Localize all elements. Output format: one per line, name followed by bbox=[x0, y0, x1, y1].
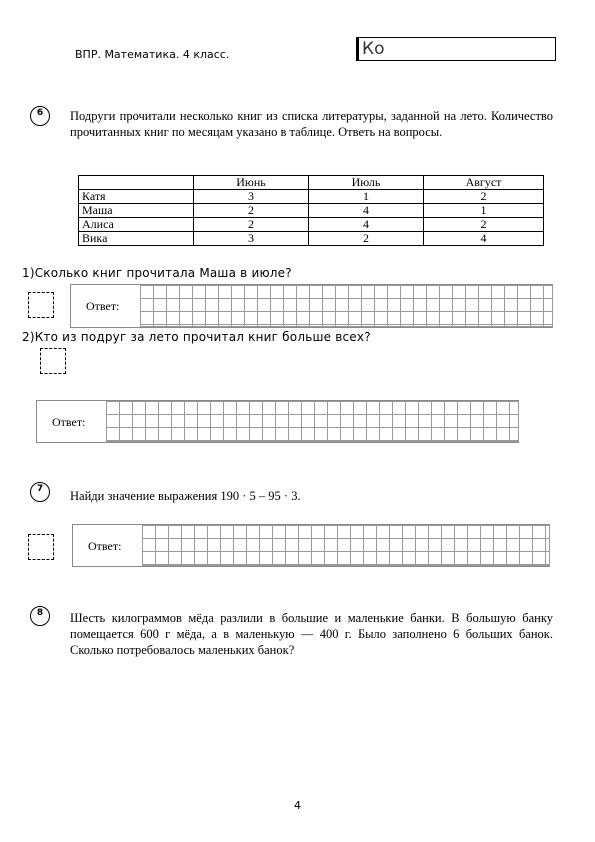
table-header-row bbox=[79, 176, 544, 190]
table-row bbox=[79, 190, 544, 204]
answer-frame bbox=[36, 400, 519, 443]
table-cell: 1 bbox=[424, 204, 544, 218]
question-1: 1)Сколько книг прочитала Маша в июле? bbox=[22, 266, 292, 280]
task-text: Найди значение выражения 190 · 5 – 95 · 3. bbox=[70, 489, 301, 503]
answer-grid[interactable] bbox=[142, 525, 550, 566]
books-table bbox=[78, 175, 544, 246]
score-box bbox=[28, 534, 54, 560]
table-cell: 4 bbox=[309, 204, 424, 218]
answer-grid[interactable] bbox=[106, 401, 519, 442]
page-number: 4 bbox=[294, 799, 301, 812]
table-cell: 4 bbox=[309, 218, 424, 232]
answer-label: Ответ: bbox=[88, 539, 122, 553]
table-cell: 4 bbox=[424, 232, 544, 246]
table-cell: 2 bbox=[309, 232, 424, 246]
table-cell: 2 bbox=[424, 190, 544, 204]
table-header-cell: Июль bbox=[309, 176, 424, 190]
header-title: ВПР. Математика. 4 класс. bbox=[75, 48, 230, 61]
table-header-cell: Август bbox=[424, 176, 544, 190]
table-cell: 3 bbox=[194, 232, 309, 246]
answer-frame bbox=[70, 284, 553, 328]
table-cell: 3 bbox=[194, 190, 309, 204]
task-number-badge: 7 bbox=[30, 482, 50, 502]
score-box bbox=[28, 292, 54, 318]
task-number-badge: 8 bbox=[30, 606, 50, 626]
table-row bbox=[79, 204, 544, 218]
table-cell: 2 bbox=[194, 204, 309, 218]
answer-label: Ответ: bbox=[86, 299, 120, 313]
participant-code-box[interactable] bbox=[356, 37, 556, 61]
table-cell-name: Маша bbox=[79, 204, 194, 218]
answer-grid[interactable] bbox=[140, 285, 553, 327]
table-header-cell: Июнь bbox=[194, 176, 309, 190]
answer-frame bbox=[72, 524, 550, 567]
table-header-cell bbox=[79, 176, 194, 190]
score-box bbox=[40, 348, 66, 374]
table-cell-name: Катя bbox=[79, 190, 194, 204]
task-text: Подруги прочитали несколько книг из списка литературы, заданной на лето. Количество прочитанных книг по месяцам указано в таблице. Ответь на вопросы. bbox=[70, 109, 553, 139]
task-text: Шесть килограммов мёда разлили в большие и маленькие банки. В большую банку помещается 600 г мёда, а в маленькую — 400 г. Было заполнено 6 больших банок. Сколько потребовалось маленьких банок? bbox=[70, 611, 553, 657]
answer-label: Ответ: bbox=[52, 415, 86, 429]
participant-code-label: Ко bbox=[362, 39, 385, 59]
task-number-badge: 6 bbox=[30, 106, 50, 126]
table-cell: 2 bbox=[424, 218, 544, 232]
table-cell: 2 bbox=[194, 218, 309, 232]
table-cell: 1 bbox=[309, 190, 424, 204]
table-row bbox=[79, 232, 544, 246]
table-row bbox=[79, 218, 544, 232]
table-cell-name: Алиса bbox=[79, 218, 194, 232]
table-cell-name: Вика bbox=[79, 232, 194, 246]
question-2: 2)Кто из подруг за лето прочитал книг больше всех? bbox=[22, 330, 371, 344]
